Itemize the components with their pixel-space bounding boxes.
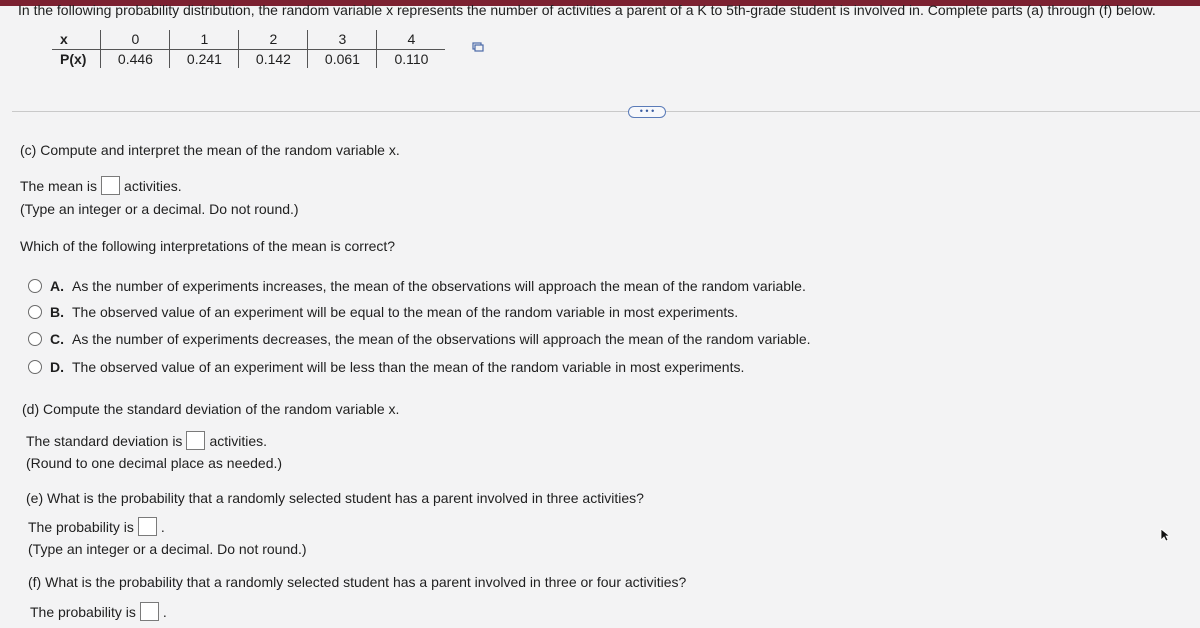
- radio-b[interactable]: [28, 305, 42, 319]
- option-c[interactable]: [28, 331, 811, 347]
- prob-three-suffix: .: [160, 519, 165, 535]
- option-d-letter: D.: [50, 359, 64, 375]
- radio-d[interactable]: [28, 360, 42, 374]
- px-cell: 0.061: [308, 50, 377, 69]
- option-a-text: As the number of experiments increases, the mean of the observations will approach the mean of the random variable.: [72, 278, 806, 294]
- sd-prefix: The standard deviation is: [26, 433, 183, 449]
- option-c-letter: C.: [50, 331, 64, 347]
- expand-more-button[interactable]: • • •: [628, 106, 666, 118]
- problem-intro: In the following probability distribution, the random variable x represents the number of activities a parent of a K to 5th-grade student is involved in. Complete parts (a) through (f) below.: [18, 2, 1156, 18]
- option-d-text: The observed value of an experiment will be less than the mean of the random variable in most experiments.: [72, 359, 745, 375]
- sd-input[interactable]: [186, 431, 205, 450]
- x-cell: 1: [170, 30, 239, 50]
- part-d-heading: (d) Compute the standard deviation of the random variable x.: [22, 401, 400, 417]
- px-header: P(x): [60, 51, 87, 67]
- prob-three-four-answer-line: [30, 602, 167, 621]
- mean-prefix: The mean is: [20, 178, 98, 194]
- mean-input[interactable]: [101, 176, 120, 195]
- option-c-text: As the number of experiments decreases, the mean of the observations will approach the mean of the random variable.: [72, 331, 811, 347]
- mean-suffix: activities.: [124, 178, 182, 194]
- option-b[interactable]: [28, 304, 738, 320]
- prob-three-hint: (Type an integer or a decimal. Do not round.): [28, 541, 307, 557]
- sd-answer-line: [26, 431, 267, 450]
- mean-answer-line: [20, 176, 182, 195]
- prob-three-input[interactable]: [138, 517, 157, 536]
- mouse-cursor-icon: [1160, 528, 1170, 542]
- part-e-heading: (e) What is the probability that a randomly selected student has a parent involved in three activities?: [26, 490, 644, 506]
- px-cell: 0.446: [101, 50, 170, 69]
- px-cell: 0.110: [377, 50, 446, 69]
- x-cell: 2: [239, 30, 308, 50]
- x-cell: 0: [101, 30, 170, 50]
- prob-three-four-input[interactable]: [140, 602, 159, 621]
- sd-hint: (Round to one decimal place as needed.): [26, 455, 283, 471]
- table-row-x: [52, 30, 445, 50]
- px-cell: 0.241: [170, 50, 239, 69]
- section-divider: [12, 111, 1200, 112]
- table-row-px: [52, 50, 445, 69]
- option-b-letter: B.: [50, 304, 64, 320]
- option-b-text: The observed value of an experiment will be equal to the mean of the random variable in most experiments.: [72, 304, 739, 320]
- radio-a[interactable]: [28, 279, 42, 293]
- probability-distribution-table: [52, 30, 445, 68]
- option-d[interactable]: [28, 359, 744, 375]
- part-c-heading: (c) Compute and interpret the mean of the random variable x.: [20, 142, 400, 158]
- part-f-heading: (f) What is the probability that a randomly selected student has a parent involved in three or four activities?: [28, 574, 687, 590]
- option-a[interactable]: [28, 278, 806, 294]
- prob-three-four-prefix: The probability is: [30, 604, 136, 620]
- interpretation-question: Which of the following interpretations of the mean is correct?: [20, 238, 396, 254]
- prob-three-answer-line: [28, 517, 165, 536]
- px-cell: 0.142: [239, 50, 308, 69]
- prob-three-four-suffix: .: [162, 604, 167, 620]
- x-header: x: [52, 30, 101, 50]
- option-a-letter: A.: [50, 278, 64, 294]
- sd-suffix: activities.: [209, 433, 268, 449]
- copy-icon[interactable]: [472, 42, 484, 52]
- radio-c[interactable]: [28, 332, 42, 346]
- x-cell: 4: [377, 30, 446, 50]
- prob-three-prefix: The probability is: [28, 519, 134, 535]
- x-cell: 3: [308, 30, 377, 50]
- mean-hint: (Type an integer or a decimal. Do not round.): [20, 201, 299, 217]
